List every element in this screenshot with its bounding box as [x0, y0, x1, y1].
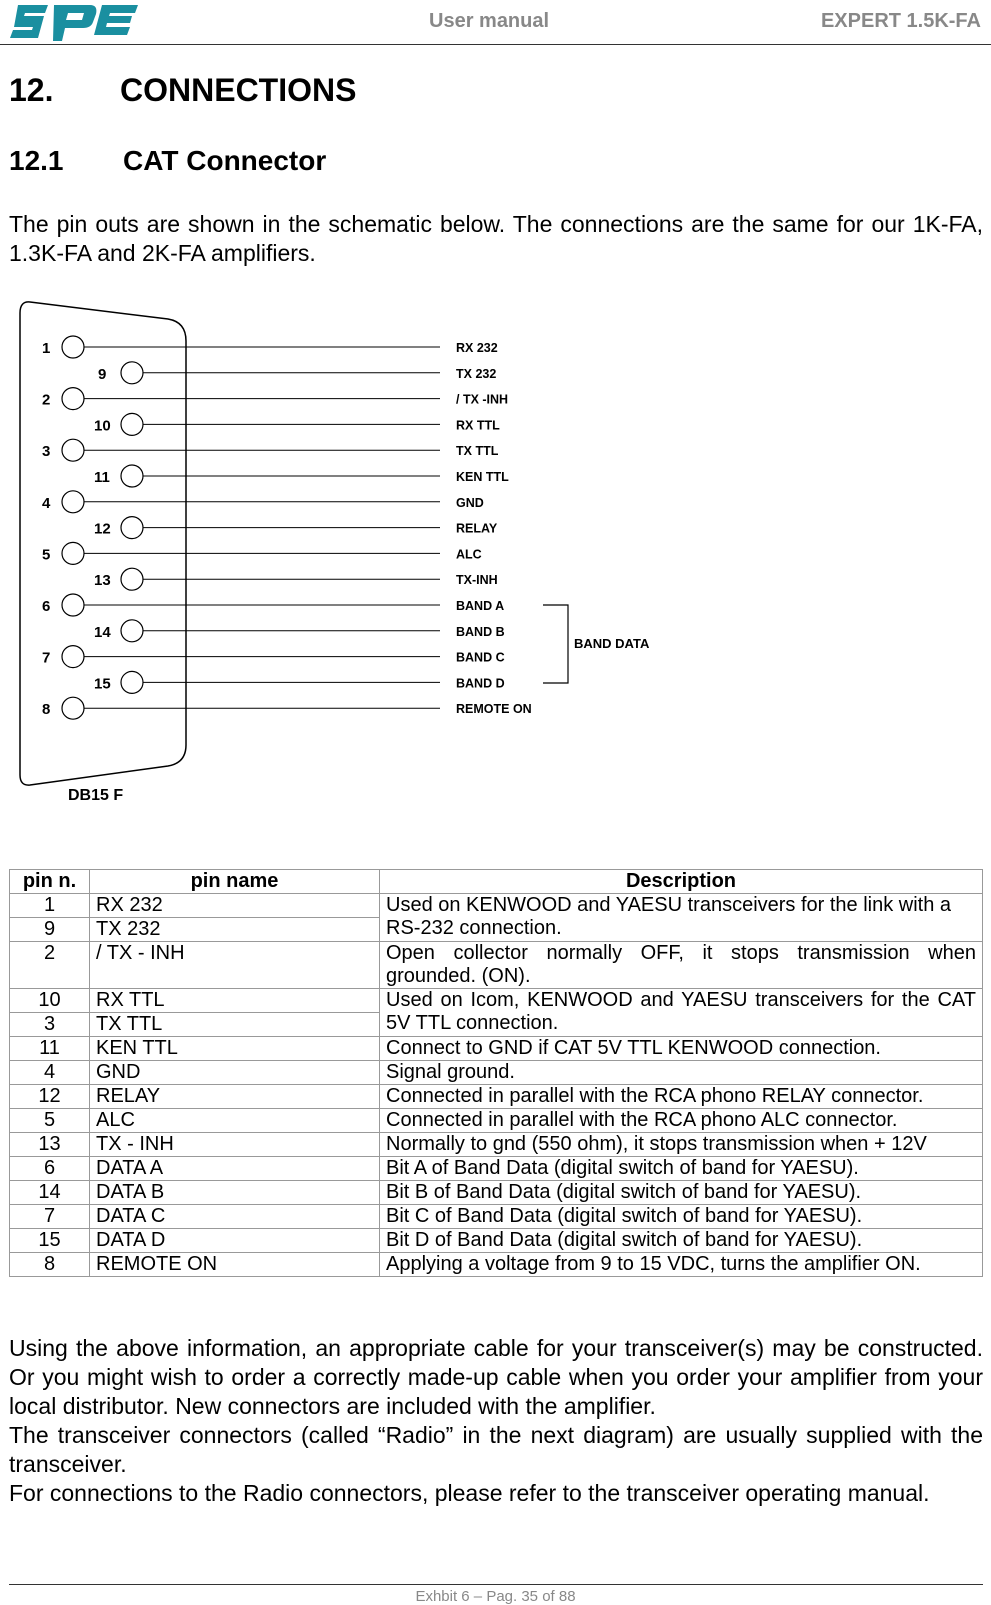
pin-name: TX 232: [90, 918, 380, 942]
diagram-pin-number: 10: [94, 417, 111, 435]
table-row: [10, 942, 983, 989]
pin-name: GND: [90, 1061, 380, 1085]
table-row: [10, 1205, 983, 1229]
pin-description: Connected in parallel with the RCA phono ALC connector.: [380, 1109, 983, 1133]
pin-name: REMOTE ON: [90, 1253, 380, 1277]
pin-description: Used on KENWOOD and YAESU transceivers for the link with a RS-232 connection.: [380, 894, 983, 942]
diagram-pin-number: 12: [94, 520, 111, 538]
subsection-title: CAT Connector: [123, 145, 327, 176]
diagram-signal-label: REMOTE ON: [456, 702, 532, 717]
table-header-row: [10, 870, 983, 894]
pin-name: TX - INH: [90, 1133, 380, 1157]
pin-description: Connect to GND if CAT 5V TTL KENWOOD connection.: [380, 1037, 983, 1061]
pin-number: 5: [10, 1109, 90, 1133]
intro-paragraph: The pin outs are shown in the schematic below. The connections are the same for our 1K-FA, 1.3K-FA and 2K-FA amplifiers.: [9, 211, 983, 266]
section-title: CONNECTIONS: [120, 72, 357, 108]
band-data-label: BAND DATA: [574, 636, 650, 651]
diagram-pin-row: [42, 646, 505, 668]
diagram-signal-label: GND: [456, 495, 484, 510]
pin-number: 15: [10, 1229, 90, 1253]
diagram-signal-label: RX 232: [456, 341, 498, 355]
diagram-signal-label: / TX -INH: [456, 392, 509, 407]
pin-description: Connected in parallel with the RCA phono RELAY connector.: [380, 1085, 983, 1109]
diagram-pin-socket: [121, 413, 143, 435]
diagram-pin-row: [42, 388, 508, 410]
header-pin-name: pin name: [90, 870, 380, 894]
diagram-pin-socket: [62, 336, 84, 358]
diagram-pin-socket: [62, 542, 84, 564]
diagram-pin-number: 13: [94, 572, 111, 590]
diagram-pin-number: 15: [94, 675, 111, 693]
table-row: [10, 1157, 983, 1181]
pin-number: 10: [10, 989, 90, 1013]
pin-name: KEN TTL: [90, 1037, 380, 1061]
pin-description: Bit B of Band Data (digital switch of band for YAESU).: [380, 1181, 983, 1205]
pin-description: Bit A of Band Data (digital switch of band for YAESU).: [380, 1157, 983, 1181]
diagram-signal-label: TX 232: [456, 366, 497, 381]
diagram-pin-row: [42, 542, 482, 564]
pin-name: DATA B: [90, 1181, 380, 1205]
diagram-signal-label: TX-INH: [456, 573, 498, 588]
diagram-pin-socket: [121, 620, 143, 642]
diagram-pin-row: [42, 491, 484, 513]
diagram-signal-label: BAND C: [456, 650, 505, 665]
body-paragraph: For connections to the Radio connectors, please refer to the transceiver operating manual.: [9, 1480, 930, 1506]
diagram-pin-number: 3: [42, 443, 51, 461]
body-paragraph: Using the above information, an appropriate cable for your transceiver(s) may be constructed. Or you might wish to order a correctly made-up cable when you order your amplifier from your local distributor. New connectors are included with the amplifier.: [9, 1335, 983, 1419]
pin-number: 11: [10, 1037, 90, 1061]
diagram-signal-label: KEN TTL: [456, 470, 509, 484]
diagram-signal-label: BAND B: [456, 624, 505, 639]
connector-label: DB15 F: [68, 787, 124, 804]
pin-description: Used on Icom, KENWOOD and YAESU transceivers for the CAT 5V TTL connection.: [380, 989, 983, 1037]
diagram-pin-number: 14: [94, 623, 111, 641]
subsection-heading: [9, 145, 326, 177]
table-row: [10, 1037, 983, 1061]
diagram-pin-socket: [62, 439, 84, 461]
table-row: [10, 1061, 983, 1085]
diagram-pin-socket: [62, 646, 84, 668]
pin-number: 13: [10, 1133, 90, 1157]
diagram-pin-row: [42, 439, 499, 461]
pin-number: 4: [10, 1061, 90, 1085]
pinout-table: [9, 869, 983, 1277]
body-text: [9, 1334, 983, 1508]
pin-number: 12: [10, 1085, 90, 1109]
pin-name: / TX - INH: [90, 942, 380, 989]
spe-logo: [8, 2, 138, 42]
pin-description: Bit C of Band Data (digital switch of band for YAESU).: [380, 1205, 983, 1229]
diagram-pin-socket: [62, 697, 84, 719]
diagram-pin-socket: [121, 465, 143, 487]
diagram-pin-row: [42, 336, 498, 358]
pin-number: 2: [10, 942, 90, 989]
diagram-pin-row: [94, 465, 509, 487]
section-number: 12.: [9, 72, 54, 108]
pin-description: Open collector normally OFF, it stops transmission when grounded. (ON).: [380, 942, 983, 989]
body-paragraph: The transceiver connectors (called “Radio” in the next diagram) are usually supplied with the transceiver.: [9, 1422, 983, 1477]
diagram-signal-label: RELAY: [456, 521, 498, 536]
db15-pinout-diagram: [0, 295, 700, 815]
table-row: [10, 989, 983, 1013]
page-header: [0, 0, 991, 45]
diagram-pin-row: [42, 697, 532, 719]
pin-name: ALC: [90, 1109, 380, 1133]
table-row: [10, 894, 983, 918]
header-description: Description: [380, 870, 983, 894]
pin-name: DATA A: [90, 1157, 380, 1181]
pin-number: 7: [10, 1205, 90, 1229]
pin-name: RX 232: [90, 894, 380, 918]
diagram-pin-number: 8: [42, 701, 51, 719]
diagram-pin-number: 7: [42, 649, 51, 667]
table-row: [10, 1109, 983, 1133]
pin-number: 8: [10, 1253, 90, 1277]
pin-description: Signal ground.: [380, 1061, 983, 1085]
diagram-pin-number: 9: [98, 365, 107, 383]
pin-number: 14: [10, 1181, 90, 1205]
section-heading: [9, 72, 356, 109]
header-title: User manual: [429, 10, 550, 32]
diagram-pin-row: [94, 517, 498, 539]
pin-description: Normally to gnd (550 ohm), it stops transmission when + 12V: [380, 1133, 983, 1157]
diagram-pin-number: 11: [94, 469, 110, 486]
diagram-pin-socket: [121, 517, 143, 539]
pin-name: DATA C: [90, 1205, 380, 1229]
diagram-pin-row: [94, 620, 505, 642]
pin-description: Applying a voltage from 9 to 15 VDC, turns the amplifier ON.: [380, 1253, 983, 1277]
table-row: [10, 1253, 983, 1277]
pin-description: Bit D of Band Data (digital switch of band for YAESU).: [380, 1229, 983, 1253]
page-footer: Exhbit 6 – Pag. 35 of 88: [415, 1588, 576, 1605]
diagram-pin-socket: [62, 491, 84, 513]
diagram-pin-row: [94, 568, 498, 590]
diagram-pin-socket: [121, 671, 143, 693]
pin-name: RELAY: [90, 1085, 380, 1109]
diagram-pin-row: [94, 671, 505, 693]
pin-name: DATA D: [90, 1229, 380, 1253]
footer-divider: [9, 1584, 983, 1585]
diagram-pin-socket: [121, 568, 143, 590]
table-row: [10, 1229, 983, 1253]
pin-name: RX TTL: [90, 989, 380, 1013]
diagram-pin-number: 1: [42, 340, 51, 357]
diagram-pin-number: 5: [42, 546, 51, 564]
diagram-pin-row: [42, 594, 504, 616]
diagram-pin-socket: [62, 388, 84, 410]
pin-number: 9: [10, 918, 90, 942]
diagram-signal-label: RX TTL: [456, 418, 500, 433]
diagram-signal-label: BAND D: [456, 676, 505, 691]
diagram-pin-row: [98, 362, 496, 384]
diagram-pin-number: 6: [42, 598, 51, 615]
diagram-signal-label: ALC: [456, 547, 482, 562]
diagram-signal-label: BAND A: [456, 599, 505, 613]
table-row: [10, 1085, 983, 1109]
pin-number: 1: [10, 894, 90, 918]
table-row: [10, 1181, 983, 1205]
pin-name: TX TTL: [90, 1013, 380, 1037]
pin-number: 6: [10, 1157, 90, 1181]
pin-number: 3: [10, 1013, 90, 1037]
diagram-pin-socket: [62, 594, 84, 616]
header-product: EXPERT 1.5K-FA: [820, 10, 981, 32]
diagram-pin-number: 2: [42, 391, 51, 409]
diagram-pin-socket: [121, 362, 143, 384]
diagram-signal-label: TX TTL: [456, 444, 499, 459]
band-data-bracket: [543, 605, 568, 683]
diagram-pin-number: 4: [42, 494, 51, 512]
diagram-pin-row: [94, 413, 500, 435]
header-pin-number: pin n.: [10, 870, 90, 894]
table-row: [10, 1133, 983, 1157]
subsection-number: 12.1: [9, 145, 64, 176]
